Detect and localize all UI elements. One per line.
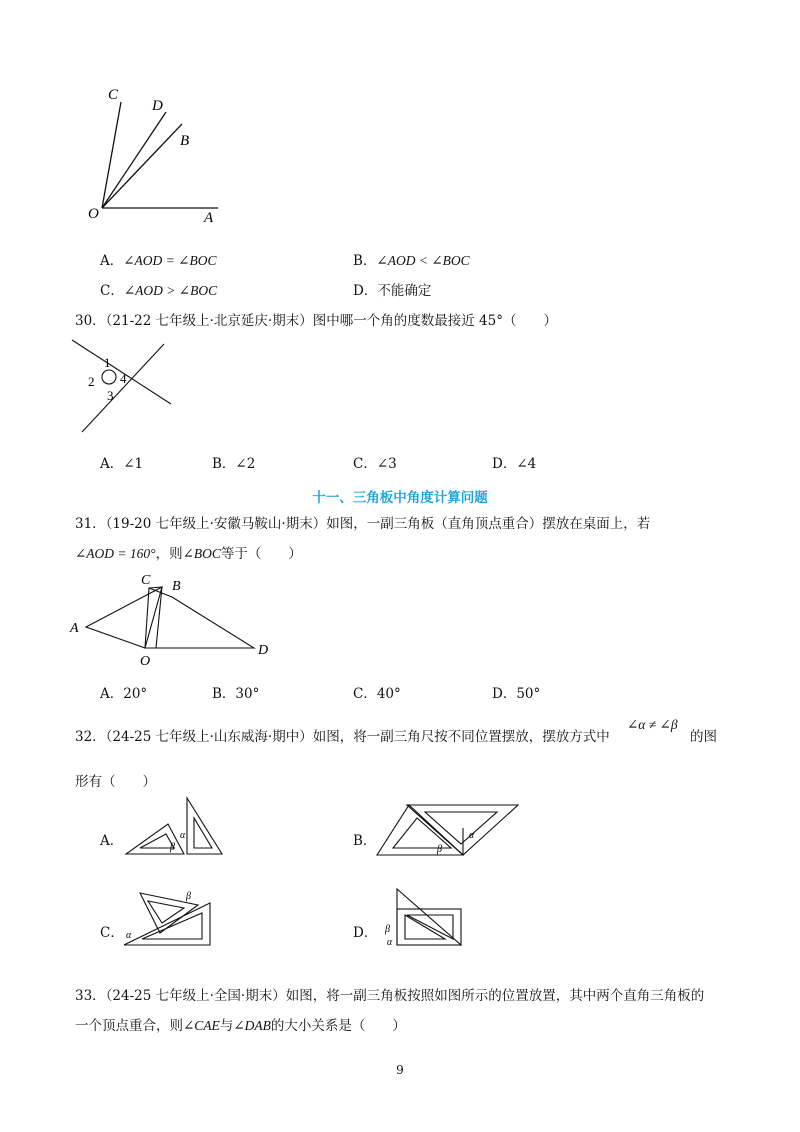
q32b-alpha: α [469, 830, 475, 841]
q32-figure-c [120, 885, 220, 949]
q30-option-a: A．∠1 [100, 456, 144, 472]
q32-condition: ∠α ≠ ∠β [627, 717, 678, 732]
q31-label-d: D [258, 643, 269, 658]
q32d-beta: β [385, 924, 390, 935]
q32a-beta: β [170, 842, 175, 853]
q29-figure [80, 80, 240, 230]
q33-question-line1: 33．（24-25 七年级上·全国·期末）如图，将一副三角板按照如图所示的位置放置，其中两个直角三角板的 [75, 988, 705, 1004]
q31-label-o: O [140, 654, 151, 669]
q33-question-line2: 一个顶点重合，则∠CAE与∠DAB的大小关系是（ ） [75, 1018, 406, 1034]
q31-option-a: A．20° [100, 686, 148, 702]
section-title: 十一、三角板中角度计算问题 [312, 490, 488, 506]
q30-option-d: D．∠4 [492, 456, 537, 472]
page-number: 9 [396, 1063, 404, 1077]
q32-option-b: B． [353, 833, 377, 849]
q31-label-c: C [141, 573, 151, 588]
q30-label-1: 1 [104, 355, 111, 370]
q29-label-o: O [88, 206, 99, 222]
q32d-alpha: α [387, 937, 393, 948]
q31-question-line1: 31．（19-20 七年级上·安徽马鞍山·期末）如图，一副三角板（直角顶点重合）摆放在桌面上，若 [75, 516, 651, 532]
q31-label-a: A [70, 621, 79, 636]
q29-label-b: B [180, 133, 190, 149]
q31-option-d: D．50° [492, 686, 541, 702]
q31-figure [68, 570, 288, 670]
q31-option-c: C．40° [353, 686, 401, 702]
q32a-alpha: α [180, 830, 186, 841]
q32c-alpha: α [126, 930, 132, 941]
q29-label-a: A [204, 210, 214, 226]
q29-label-d: D [152, 98, 163, 114]
q30-label-3: 3 [107, 388, 114, 403]
q30-question: 30．（21-22 七年级上·北京延庆·期末）图中哪一个角的度数最接近 45°（ ） [75, 313, 557, 329]
q32-option-d: D． [353, 925, 378, 941]
q32-question-line2: 形有（ ） [75, 774, 156, 790]
q32-option-c: C． [100, 925, 124, 941]
q31-question-line2: ∠AOD = 160°，则∠BOC等于（ ） [75, 546, 302, 562]
q30-option-c: C．∠3 [353, 456, 397, 472]
q32-figure-a [120, 796, 235, 858]
q31-option-b: B．30° [212, 686, 260, 702]
q32c-beta: β [186, 891, 191, 902]
q32-option-a: A． [100, 833, 124, 849]
q29-option-c: C．∠AOD > ∠BOC [100, 283, 218, 299]
q32b-beta: β [437, 844, 442, 855]
q32-figure-d [373, 885, 473, 949]
q29-option-b: B．∠AOD < ∠BOC [353, 253, 470, 269]
q32-question-line1b: 的图 [690, 729, 717, 745]
q29-option-a: A．∠AOD = ∠BOC [100, 253, 217, 269]
q32-question-line1: 32．（24-25 七年级上·山东威海·期中）如图，将一副三角尺按不同位置摆放，摆放方式中 [75, 729, 610, 745]
q30-figure [68, 336, 178, 436]
q30-label-4: 4 [120, 371, 127, 386]
q29-label-c: C [108, 87, 119, 103]
q31-label-b: B [172, 579, 181, 594]
q29-option-d: D．不能确定 [353, 283, 432, 299]
q32-figure-b [373, 800, 523, 860]
q30-option-b: B．∠2 [212, 456, 256, 472]
q30-label-2: 2 [88, 374, 95, 389]
